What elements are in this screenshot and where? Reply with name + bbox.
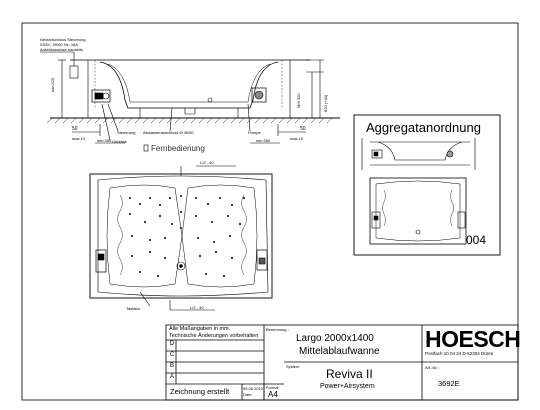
aggregat-title: Aggregatanordnung <box>366 120 481 135</box>
dim-h1: MM 320 <box>296 93 301 108</box>
rev-c: C <box>169 352 175 358</box>
company-address: Postfach 10 04 24 D-52304 Düren <box>425 351 494 356</box>
brand-logo: HOESCH <box>425 326 521 352</box>
system-subtitle: Power+Airsystem <box>320 383 375 390</box>
label-pumpe: Pumpe <box>248 130 261 135</box>
label-abwasser: Abwasseranschluss Ø 40/50 <box>143 130 194 135</box>
note-dimensions: Alle Maßangaben in mm. <box>169 326 231 332</box>
dim-50-right: 50 <box>300 126 306 132</box>
rev-b: B <box>169 363 174 369</box>
dim-h2: 620 (+40) <box>323 94 328 112</box>
titleblock-notes <box>169 326 258 340</box>
label-steuerung: Steuerung <box>117 130 136 135</box>
zeichnung-erstellt: Zeichnung erstellt <box>170 387 230 396</box>
artnr-label: Art.-Nr.: <box>425 365 439 370</box>
note-changes: Technische Änderungen vorbehalten <box>169 333 259 339</box>
dim-max-right: max.10 <box>290 136 304 141</box>
plan-view <box>90 166 272 310</box>
label-l2-bottom: L/2 - 40 <box>190 305 204 310</box>
format-value: A4 <box>268 390 278 399</box>
label-geblaese: Gebläse <box>112 139 127 144</box>
note-line-3: Anschlussdose bauseits <box>40 47 83 52</box>
benennung-label: Benennung : <box>266 327 289 332</box>
drawn-by: Daer <box>243 392 252 397</box>
aggregat-number: 004 <box>466 233 487 247</box>
system-label: System <box>286 364 300 369</box>
rev-a: A <box>169 374 174 380</box>
label-tastatur: Tastatur <box>126 306 141 311</box>
label-l2-top: L/2 - 40 <box>200 160 214 165</box>
format-label: Format <box>266 385 279 390</box>
product-line-1: Largo 2000x1400 <box>296 333 374 344</box>
dim-min350-right: min.350 <box>256 138 271 143</box>
dim-max-left: max.10 <box>72 136 86 141</box>
remote-symbol <box>144 145 148 151</box>
artnr-value: 3692E <box>438 379 460 388</box>
label-fernbedienung: Fernbedienung <box>151 144 205 153</box>
product-line-2: Mittelablaufwanne <box>299 346 380 357</box>
note-line-1: Netzanschluss Steuerung <box>40 37 86 42</box>
note-line-2: 230V/, 50/60 Hz, 16A <box>40 42 79 47</box>
creation-date: 05.06.2012 <box>243 386 264 391</box>
dim-min520: min.520 <box>50 77 55 92</box>
dim-50-left: 50 <box>72 126 78 132</box>
dim-min350-left: min.350 <box>97 138 112 143</box>
power-connection-note <box>40 37 86 52</box>
system-name: Reviva II <box>326 367 373 381</box>
rev-d: D <box>169 341 175 347</box>
